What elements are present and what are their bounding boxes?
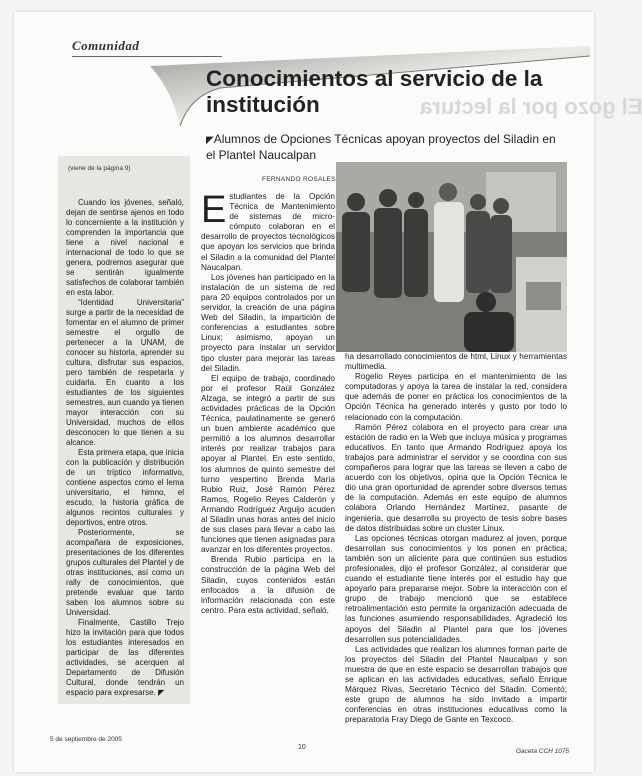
article-paragraph: El equipo de trabajo, coordinado por el profesor Raúl González Alzaga, se integró a partir de sus actividades prácticas de la Opción Técnica, paulatinamente se generó un buen ambiente académico que permitió a los alumnos desarrollar interés por realizar trabajos para apoyar al Plantel. En este sentido, los alumnos de quinto semestre del turno vespertino Brenda María Rubio Ruiz, José Ramón Pérez Ramos, Rogelio Reyes Calderón y Armando Rodríguez Arguijo acuden al Siladin unas horas antes del inicio de sus clases para llevar a cabo las funciones que tienen asignadas para avanzar en los diferentes proyectos. bbox=[201, 373, 335, 555]
sidebar-paragraph: Posteriormente, se acompañara de exposiciones, presentaciones de los diferentes grupos culturales del Plantel y de otras instituciones, así como un rally de conocimientos, que pretende evaluar que tanto saben los alumnos sobre su Universidad. bbox=[66, 528, 184, 617]
triangle-icon: ◤ bbox=[206, 135, 214, 146]
end-mark-icon: ◤ bbox=[158, 688, 165, 697]
sidebar-paragraph-text: Finalmente, Castillo Trejo hizo la invitación para que todos los estudiantes interesados en participar de las diferentes actividades, se acerquen al Departamento de Difusión Cultural, donde tendrán un espacio para expresarse. bbox=[66, 618, 184, 697]
section-rule bbox=[72, 56, 222, 57]
byline: FERNANDO ROSALES bbox=[262, 176, 336, 183]
article-column-1 bbox=[201, 189, 335, 616]
article-paragraph-text: studiantes de la Opción Técnica de Mantenimiento de sistemas de micro-cómputo colaboran en el desarrollo de proyectos tecnológicos que apoyan los servicios que brinda el Siladin a la comunidad del Plantel Naucalpan. bbox=[201, 192, 335, 272]
sidebar-box bbox=[58, 156, 190, 704]
sidebar-paragraph: Esta primera etapa, que inicia con la publicación y distribución de un tríptico informativo, contiene aspectos como el lema universitario, el himno, el escudo, la historia gráfica de algunos recintos culturales y deportivos, entre otros. bbox=[66, 448, 184, 527]
sidebar-paragraph: “Identidad Universitaria” surge a partir de la necesidad de fomentar en el alumno de primer semestre el orgullo de pertenecer a la UNAM, de conocer su historia, aprender su cultura, disfrutar sus espacios, pero también de respetarla y cuidarla. En cuanto a los estudiantes de los siguientes semestres, aun cuando ya tienen mayor interacción con su Universidad, muchos de ellos desconocen lo que tienen a su alcance. bbox=[66, 298, 184, 447]
group-photo bbox=[336, 162, 567, 352]
sidebar-paragraph: Cuando los jóvenes, señaló, dejan de sentirse ajenos en todo lo concerniente a la institución y comprenden la importancia que tiene a nivel nacional e internacional de todo lo que se genera, podremos asegurar que se sentirán igualmente satisfechos de colaborar también en esta labor. bbox=[66, 198, 184, 297]
page-number: 10 bbox=[298, 744, 306, 751]
bleed-through-text: El gozo por la lectura bbox=[420, 94, 642, 119]
article-paragraph: Las actividades que realizan los alumnos forman parte de los proyectos del Siladin del Plantel Naucalpan y son muestra de que en este espacio se desarrollan trabajos que se aplican en las actividades educativas, señaló Enrique Márquez Rivas, Secretario Técnico del Siladin. Comentó; este grupo de alumnos ha sido invitado a impartir conferencias en otras instituciones educativas como la preparatoria Fray Diego de Gante en Texcoco. bbox=[345, 644, 567, 725]
article-paragraph: Ramón Pérez colabora en el proyecto para crear una estación de radio en la Web que incluya música y programas educativos. En tanto que Armando Rodríguez apoya los trabajos para administrar el servidor y se coordina con sus compañeros para lograr que las tareas se lleven a cabo de acuerdo con los objetivos, opina que la Opción Técnica le dio una gran oportunidad de aprender sobre diversos temas de la computación. Además en este equipo de alumnos colabora Orlando Hernández Martínez, pasante de ingeniería, que desarrolla su proyecto de tesis sobre bases de datos distribuidas sobre un cluster Linux. bbox=[345, 422, 567, 533]
article-paragraph: Los jóvenes han participado en la instalación de un sistema de red para 20 equipos controlados por un servidor, la creación de una página Web del Siladin, la impartición de conferencias a estudiantes sobre Linux; asimismo, apoyan un proyecto para instalar un servidor tipo cluster para mejorar las tareas del Siladin. bbox=[201, 272, 335, 373]
article-subhead bbox=[206, 132, 566, 163]
section-label: Comunidad bbox=[72, 38, 140, 53]
article-paragraph: Brenda Rubio participa en la construcción de la página Web del Siladin, cuyos contenidos están enfocados a la difusión de información relacionada con este centro. Para esta actividad, señaló, bbox=[201, 555, 335, 615]
sidebar-paragraph bbox=[66, 618, 184, 698]
publication-name: Gaceta CCH 1075 bbox=[516, 748, 570, 755]
article-paragraph: Las opciones técnicas otorgan madurez al joven, porque desarrollan sus conocimientos y los ponen en práctica; también son un aliciente para que continúen sus estudios profesionales, dijo el profesor González, al considerar que cuando el estudiante tiene interés por el estudio hay que apoyarlo para prepararse mejor. Sobre la interacción con el grupo de trabajo mencionó que se establece retroalimentación esto permite la organización adecuada de las funciones asumiendo responsabilidades. Agradeció los apoyos del Siladin al Plantel para que los jóvenes desarrollen sus potencialidades. bbox=[345, 533, 567, 644]
article-paragraph bbox=[201, 189, 335, 273]
continued-note: (viene de la página 9) bbox=[68, 165, 131, 172]
subhead-text: Alumnos de Opciones Técnicas apoyan proyectos del Siladin en el Plantel Naucalpan bbox=[206, 132, 556, 162]
sidebar-body bbox=[66, 198, 184, 698]
article-paragraph: Rogelio Reyes participa en el mantenimiento de las computadoras y apoya la tarea de instalar la red, considera que además de poner en práctica los conocimientos de la Opción Técnica ha generado interés y gusto por todo lo relacionado con la computación. bbox=[345, 372, 567, 422]
article-paragraph: ha desarrollado conocimientos de html, Linux y herramientas multimedia. bbox=[345, 352, 567, 372]
drop-cap: E bbox=[201, 189, 227, 231]
article-headline: Conocimientos al servicio de la institución bbox=[206, 66, 543, 117]
footer-date: 5 de septiembre de 2005 bbox=[50, 736, 122, 743]
article-column-2 bbox=[345, 352, 567, 725]
photo-illustration bbox=[336, 162, 567, 352]
